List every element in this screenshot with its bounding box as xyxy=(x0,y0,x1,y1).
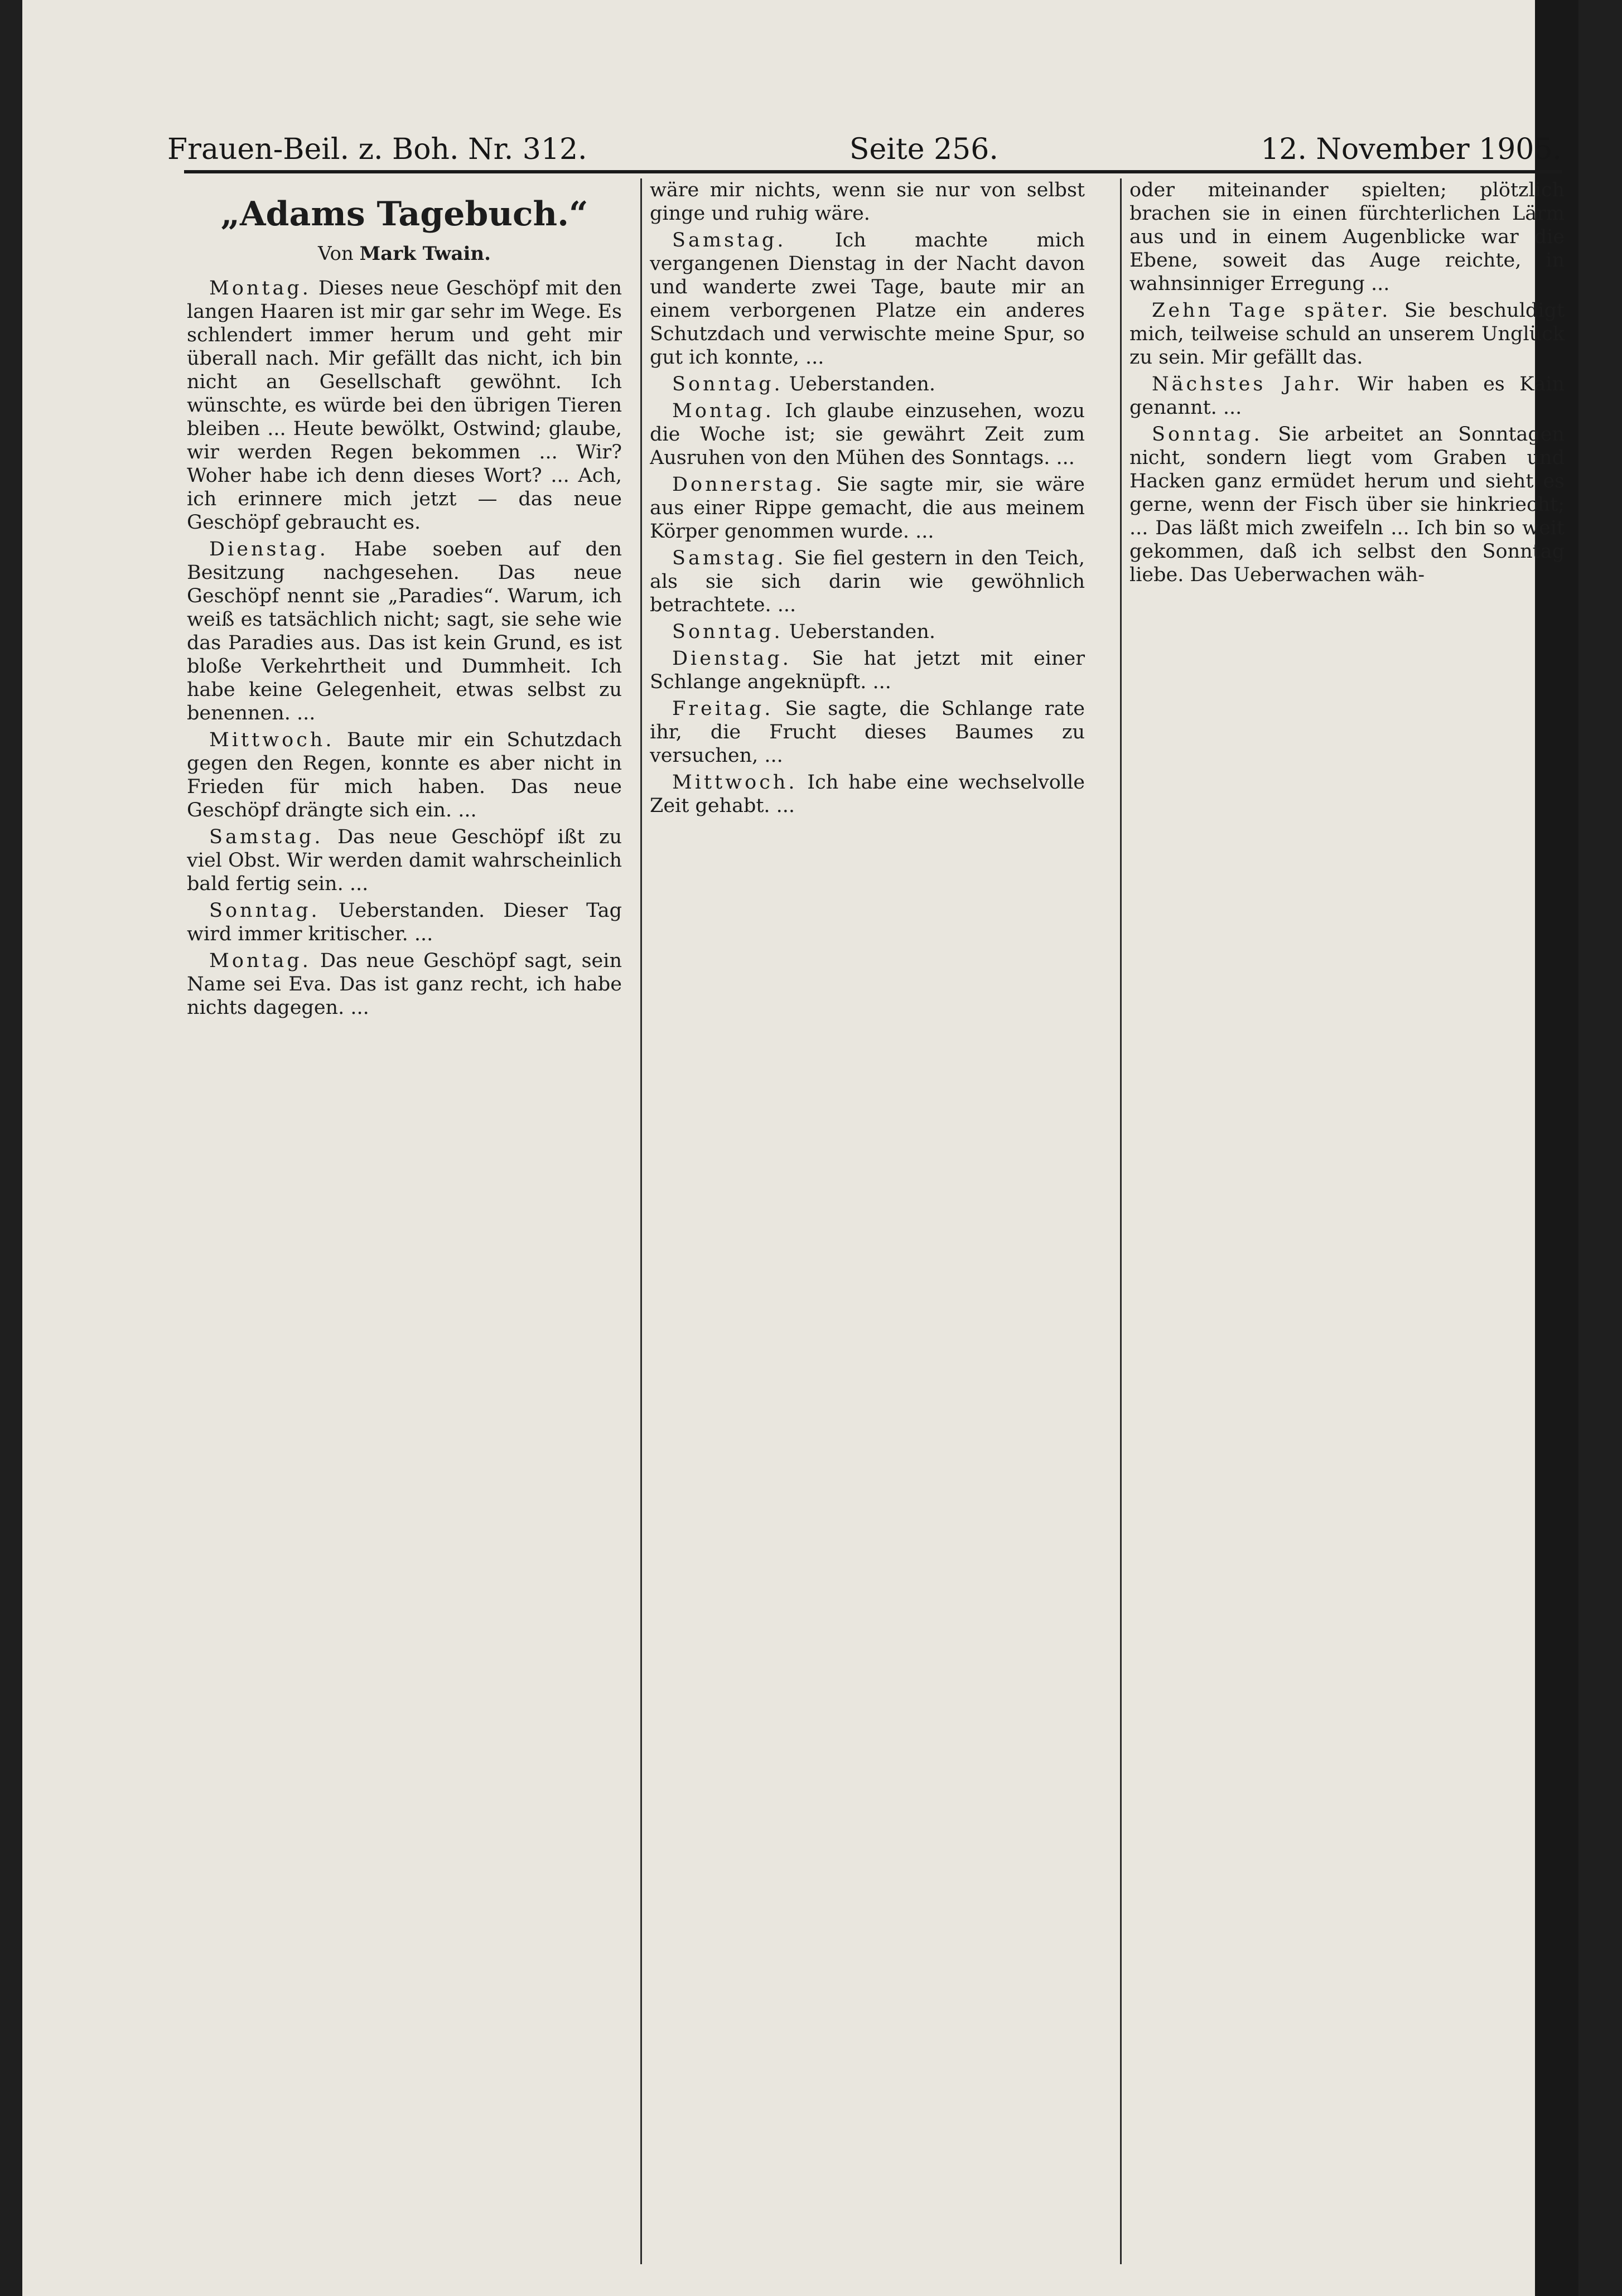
entry-text: Sie arbeitet an Sonntagen nicht, sondern liegt vom Graben und Hacken ganz ermüdet herum und sieht es gerne, wenn der Fisch über sie hinkriecht; ... Das läßt mich zweifeln ... Ich bin so weit gekommen, daß ich selbst den Sonntag liebe. Das Ueberwachen wäh- xyxy=(1129,423,1565,586)
entry-day: Nächstes Jahr. xyxy=(1152,373,1343,395)
diary-entry xyxy=(650,178,1085,225)
diary-entry xyxy=(187,825,622,896)
entry-text: Habe soeben auf den Besitzung nachgesehen. Das neue Geschöpf nennt sie „Paradies“. Warum, ich weiß es tatsächlich nicht; sagt, sie sehe wie das Paradies aus. Das ist kein Grund, es ist bloße Verkehrtheit und Dummheit. Ich habe keine Gelegenheit, etwas selbst zu benennen. ... xyxy=(187,538,622,724)
column-3-body xyxy=(1129,178,1565,587)
newspaper-page xyxy=(22,0,1578,2296)
entry-text: Ich machte mich vergangenen Dienstag in der Nacht davon und wanderte zwei Tage, baute mir an einem verborgenen Platze ein anderes Schutzdach und verwischte meine Spur, so gut ich konnte, ... xyxy=(650,229,1085,369)
entry-day: Mittwoch. xyxy=(672,771,798,794)
entry-day: Dienstag. xyxy=(209,538,329,560)
header-page-number: Seite 256. xyxy=(849,133,998,166)
column-divider xyxy=(1120,178,1122,2264)
entry-text: Ueberstanden. xyxy=(789,621,936,643)
entry-text: Sie sagte, die Schlange rate ihr, die Frucht dieses Baumes zu versuchen, ... xyxy=(650,698,1085,767)
entry-text: Baute mir ein Schutzdach gegen den Regen, konnte es aber nicht in Frieden für mich haben. Das neue Geschöpf drängte sich ein. ... xyxy=(187,729,622,821)
entry-text: Ueberstanden. xyxy=(789,373,936,395)
entry-text: Das neue Geschöpf ißt zu viel Obst. Wir werden damit wahrscheinlich bald fertig sein. ... xyxy=(187,826,622,895)
column-2 xyxy=(650,178,1085,2264)
entry-text: oder miteinander spielten; plötzlich brachen sie in einen fürchterlichen Lärm aus und in einem Augenblicke war die Ebene, soweit das Auge reichte, in wahnsinniger Erregung ... xyxy=(1129,179,1565,295)
diary-entry xyxy=(1129,373,1565,419)
entry-day: Mittwoch. xyxy=(209,729,335,751)
entry-text: Wir haben es Kain genannt. ... xyxy=(1129,373,1565,419)
diary-entry xyxy=(650,399,1085,470)
entry-day: Dienstag. xyxy=(672,647,791,670)
diary-entry xyxy=(650,547,1085,617)
entry-text: Ueberstanden. Dieser Tag wird immer kritischer. ... xyxy=(187,900,622,945)
entry-day: Samstag. xyxy=(672,229,786,252)
entry-day: Sonntag. xyxy=(1152,423,1263,446)
diary-entry xyxy=(650,697,1085,767)
header-publication: Frauen-Beil. z. Boh. Nr. 312. xyxy=(167,133,587,166)
header-date: 12. November 1905. xyxy=(1261,133,1562,166)
entry-day: Sonntag. xyxy=(209,900,320,922)
entry-day: Samstag. xyxy=(209,826,324,848)
page-header xyxy=(167,122,1562,166)
diary-entry xyxy=(650,771,1085,818)
entry-day: Montag. xyxy=(672,400,774,422)
entry-text: Ich glaube einzusehen, wozu die Woche ist; sie gewährt Zeit zum Ausruhen von den Mühen des Sonntags. ... xyxy=(650,400,1085,469)
column-1-body xyxy=(187,277,622,1019)
diary-entry xyxy=(650,373,1085,396)
byline-prefix: Von xyxy=(318,243,354,265)
entry-text: Sie beschuldigt mich, teilweise schuld an unserem Unglück zu sein. Mir gefällt das. xyxy=(1129,299,1565,369)
diary-entry xyxy=(187,949,622,1019)
entry-text: Sie hat jetzt mit einer Schlange angeknüpft. ... xyxy=(650,647,1085,693)
author-name: Mark Twain. xyxy=(359,243,491,265)
entry-day: Montag. xyxy=(209,277,311,299)
diary-entry xyxy=(650,620,1085,644)
article-byline xyxy=(187,242,622,265)
entry-day: Zehn Tage später. xyxy=(1152,299,1391,322)
diary-entry xyxy=(650,647,1085,694)
entry-day: Sonntag. xyxy=(672,373,783,395)
diary-entry xyxy=(187,728,622,822)
column-divider xyxy=(640,178,642,2264)
header-rule xyxy=(184,170,1562,173)
diary-entry xyxy=(187,277,622,534)
diary-entry xyxy=(1129,423,1565,587)
diary-entry xyxy=(1129,178,1565,296)
entry-day: Freitag. xyxy=(672,698,774,720)
entry-day: Montag. xyxy=(209,950,311,972)
entry-day: Sonntag. xyxy=(672,621,783,643)
entry-text: Sie sagte mir, sie wäre aus einer Rippe gemacht, die aus meinem Körper genommen wurde. ... xyxy=(650,473,1085,543)
column-3 xyxy=(1129,178,1565,2264)
column-2-body xyxy=(650,178,1085,818)
entry-text: Das neue Geschöpf sagt, sein Name sei Eva. Das ist ganz recht, ich habe nichts dagegen. ... xyxy=(187,950,622,1019)
diary-entry xyxy=(187,538,622,725)
column-1 xyxy=(187,178,622,2264)
article-title: „Adams Tagebuch.“ xyxy=(220,195,588,234)
entry-text: Ich habe eine wechselvolle Zeit gehabt. ... xyxy=(650,771,1085,817)
diary-entry xyxy=(650,473,1085,543)
entry-day: Samstag. xyxy=(672,547,786,569)
entry-text: wäre mir nichts, wenn sie nur von selbst ginge und ruhig wäre. xyxy=(650,179,1085,225)
entry-text: Dieses neue Geschöpf mit den langen Haaren ist mir gar sehr im Wege. Es schlendert immer herum und geht mir überall nach. Mir gefällt das nicht, ich bin nicht an Gesellschaft gewöhnt. Ich wünschte, es würde bei den übrigen Tieren bleiben ... Heute bewölkt, Ostwind; glaube, wir werden Regen bekommen ... Wir? Woher habe ich denn dieses Wort? ... Ach, ich erinnere mich jetzt — das neue Geschöpf gebraucht es. xyxy=(187,277,622,534)
diary-entry xyxy=(187,899,622,946)
diary-entry xyxy=(1129,299,1565,369)
diary-entry xyxy=(650,229,1085,369)
entry-text: Sie fiel gestern in den Teich, als sie sich darin wie gewöhnlich betrachtete. ... xyxy=(650,547,1085,616)
entry-day: Donnerstag. xyxy=(672,473,825,496)
